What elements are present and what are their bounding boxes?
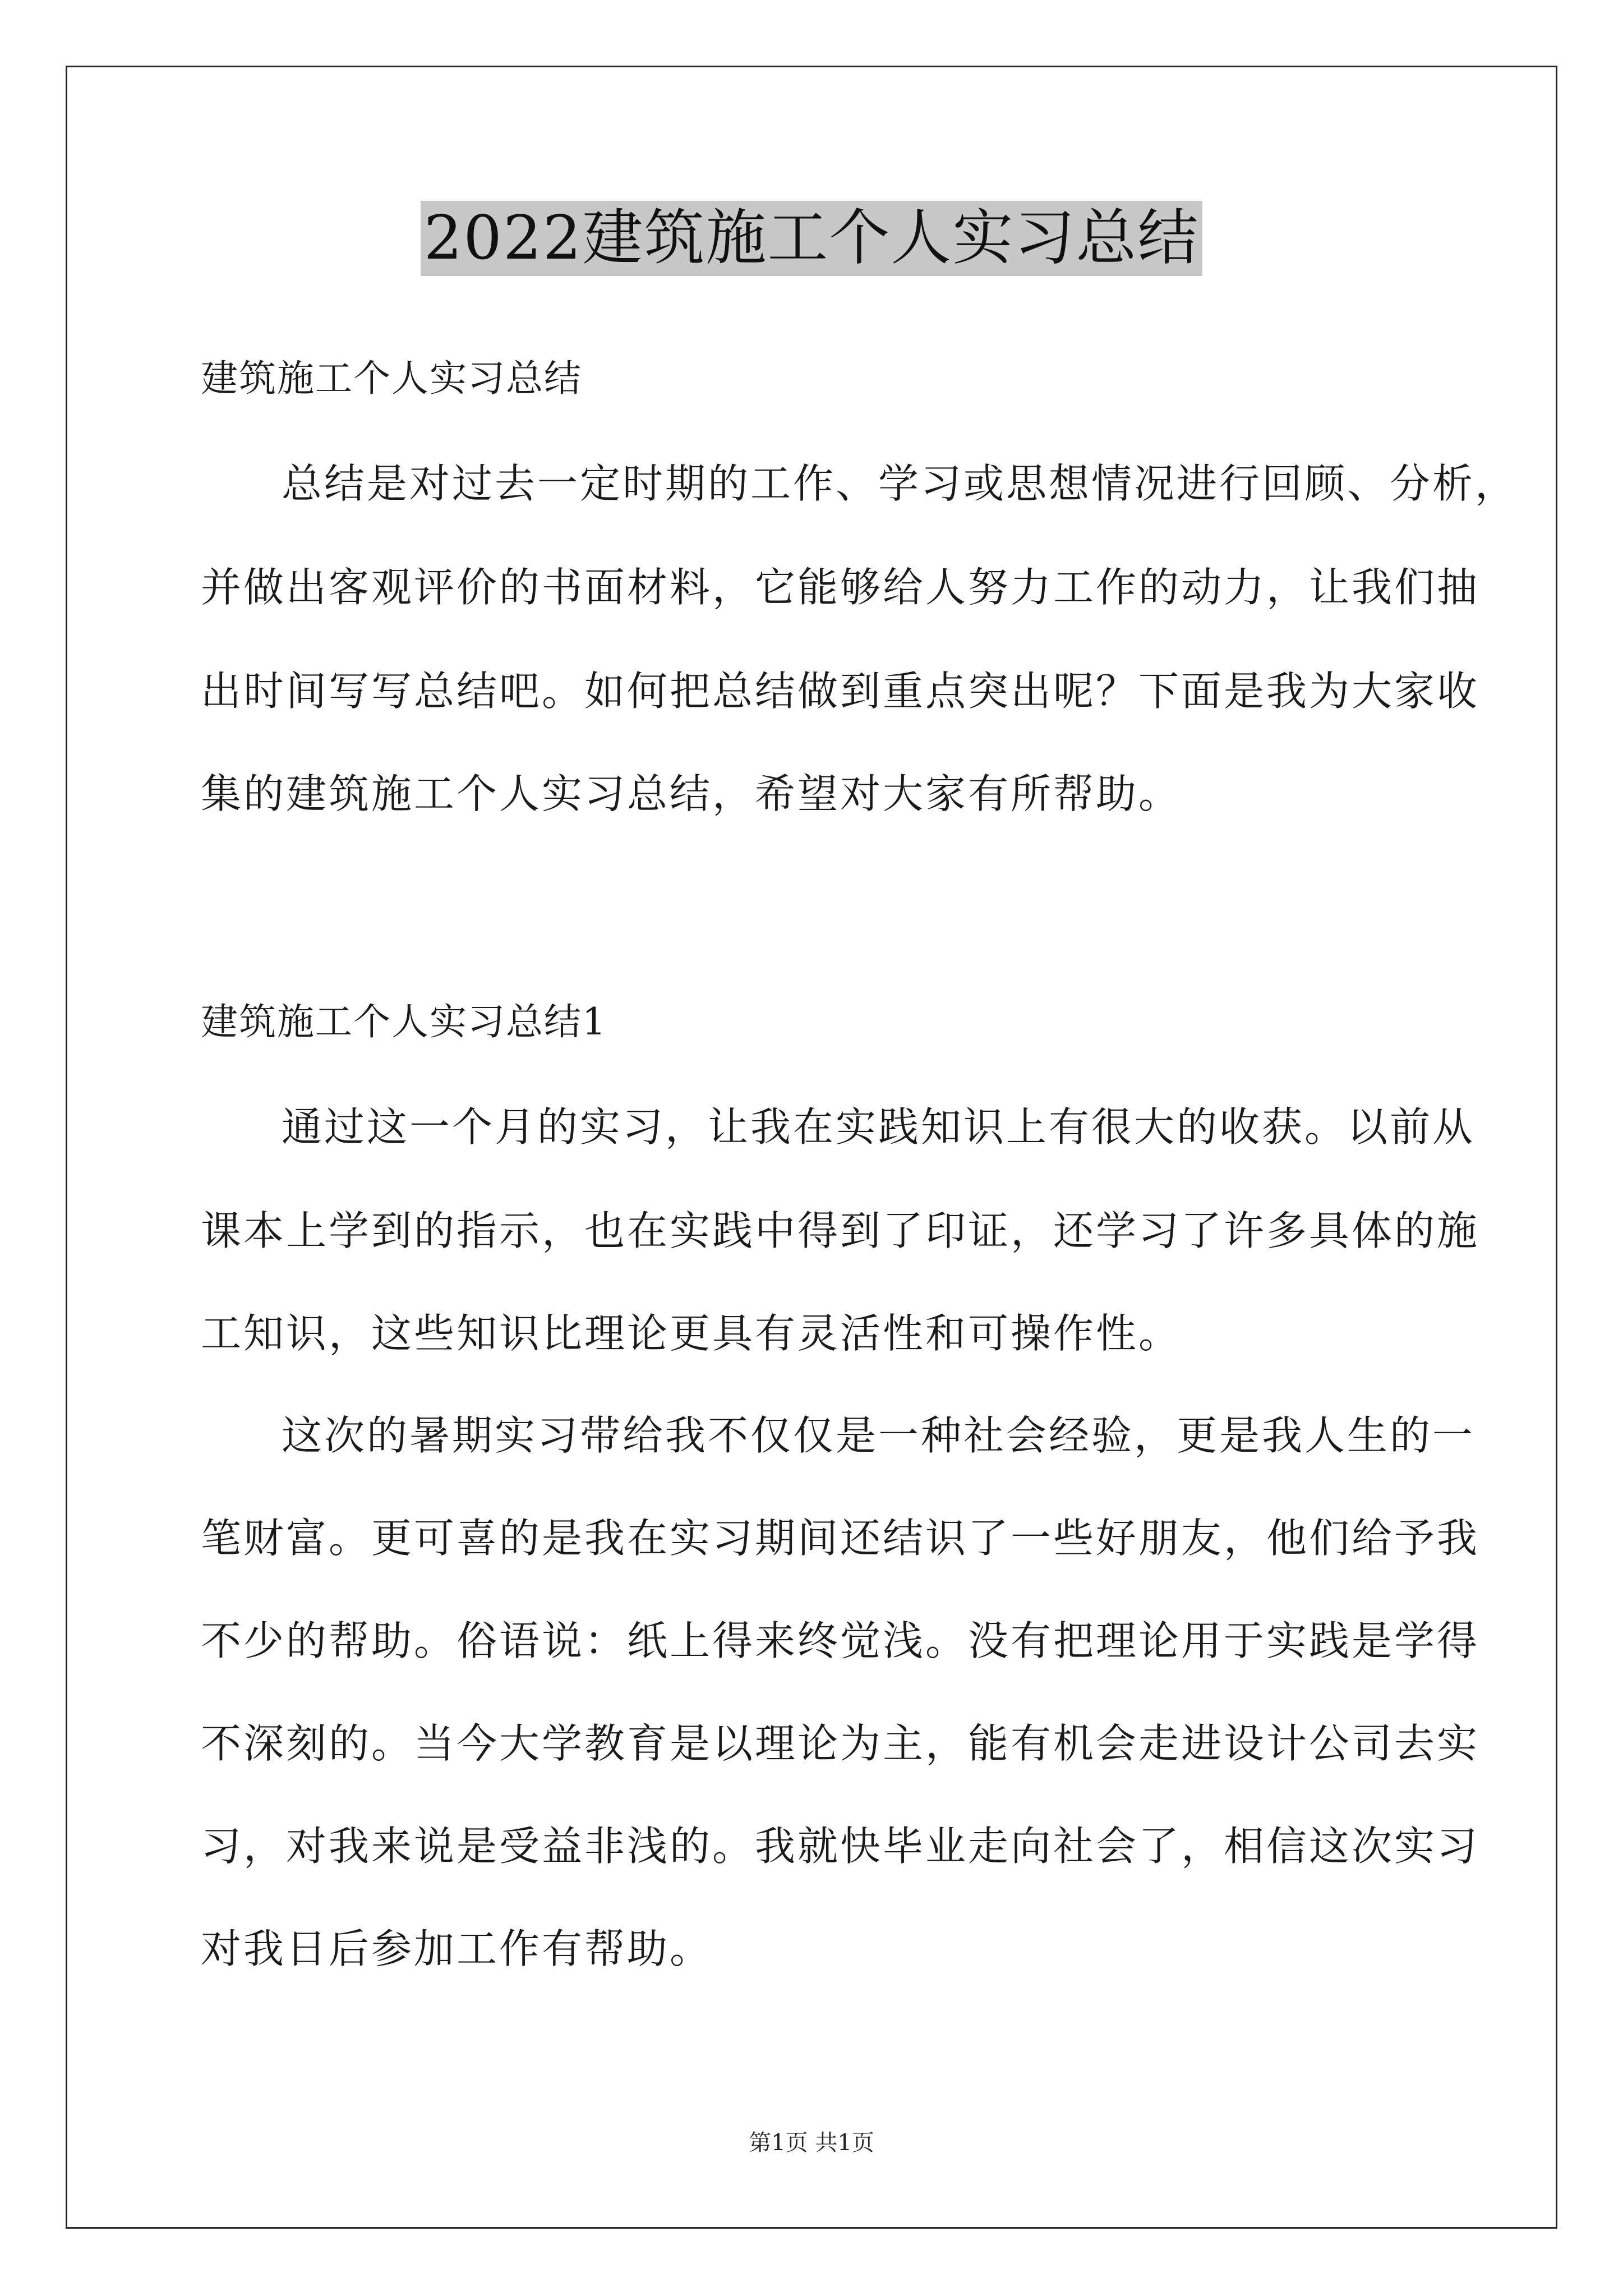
paragraph-line: 工知识，这些知识比理论更具有灵活性和可操作性。	[201, 1310, 1182, 1357]
intro-line: 集的建筑施工个人实习总结，希望对大家有所帮助。	[201, 770, 1182, 817]
paragraph-line: 不深刻的。当今大学教育是以理论为主，能有机会走进设计公司去实	[201, 1720, 1480, 1767]
intro-line: 总结是对过去一定时期的工作、学习或思想情况进行回顾、分析，	[282, 460, 1518, 507]
paragraph-line: 这次的暑期实习带给我不仅仅是一种社会经验，更是我人生的一	[282, 1412, 1476, 1459]
intro-heading: 建筑施工个人实习总结	[201, 357, 582, 400]
paragraph-line: 不少的帮助。俗语说：纸上得来终觉浅。没有把理论用于实践是学得	[201, 1617, 1480, 1664]
paragraph-line: 笔财富。更可喜的是我在实习期间还结识了一些好朋友，他们给予我	[201, 1515, 1480, 1562]
page-number-footer: 第1页 共1页	[749, 2130, 874, 2156]
section-heading: 建筑施工个人实习总结1	[201, 1000, 607, 1043]
paragraph-line: 通过这一个月的实习，让我在实践知识上有很大的收获。以前从	[282, 1103, 1476, 1151]
paragraph-line: 习，对我来说是受益非浅的。我就快毕业走向社会了，相信这次实习	[201, 1823, 1480, 1870]
title-wrapper	[0, 201, 1623, 276]
intro-line: 并做出客观评价的书面材料，它能够给人努力工作的动力，让我们抽	[201, 564, 1480, 611]
document-title: 2022建筑施工个人实习总结	[421, 201, 1203, 276]
intro-line: 出时间写写总结吧。如何把总结做到重点突出呢？下面是我为大家收	[201, 668, 1480, 715]
paragraph-line: 课本上学到的指示，也在实践中得到了印证，还学习了许多具体的施	[201, 1207, 1480, 1254]
paragraph-line: 对我日后参加工作有帮助。	[201, 1925, 713, 1972]
